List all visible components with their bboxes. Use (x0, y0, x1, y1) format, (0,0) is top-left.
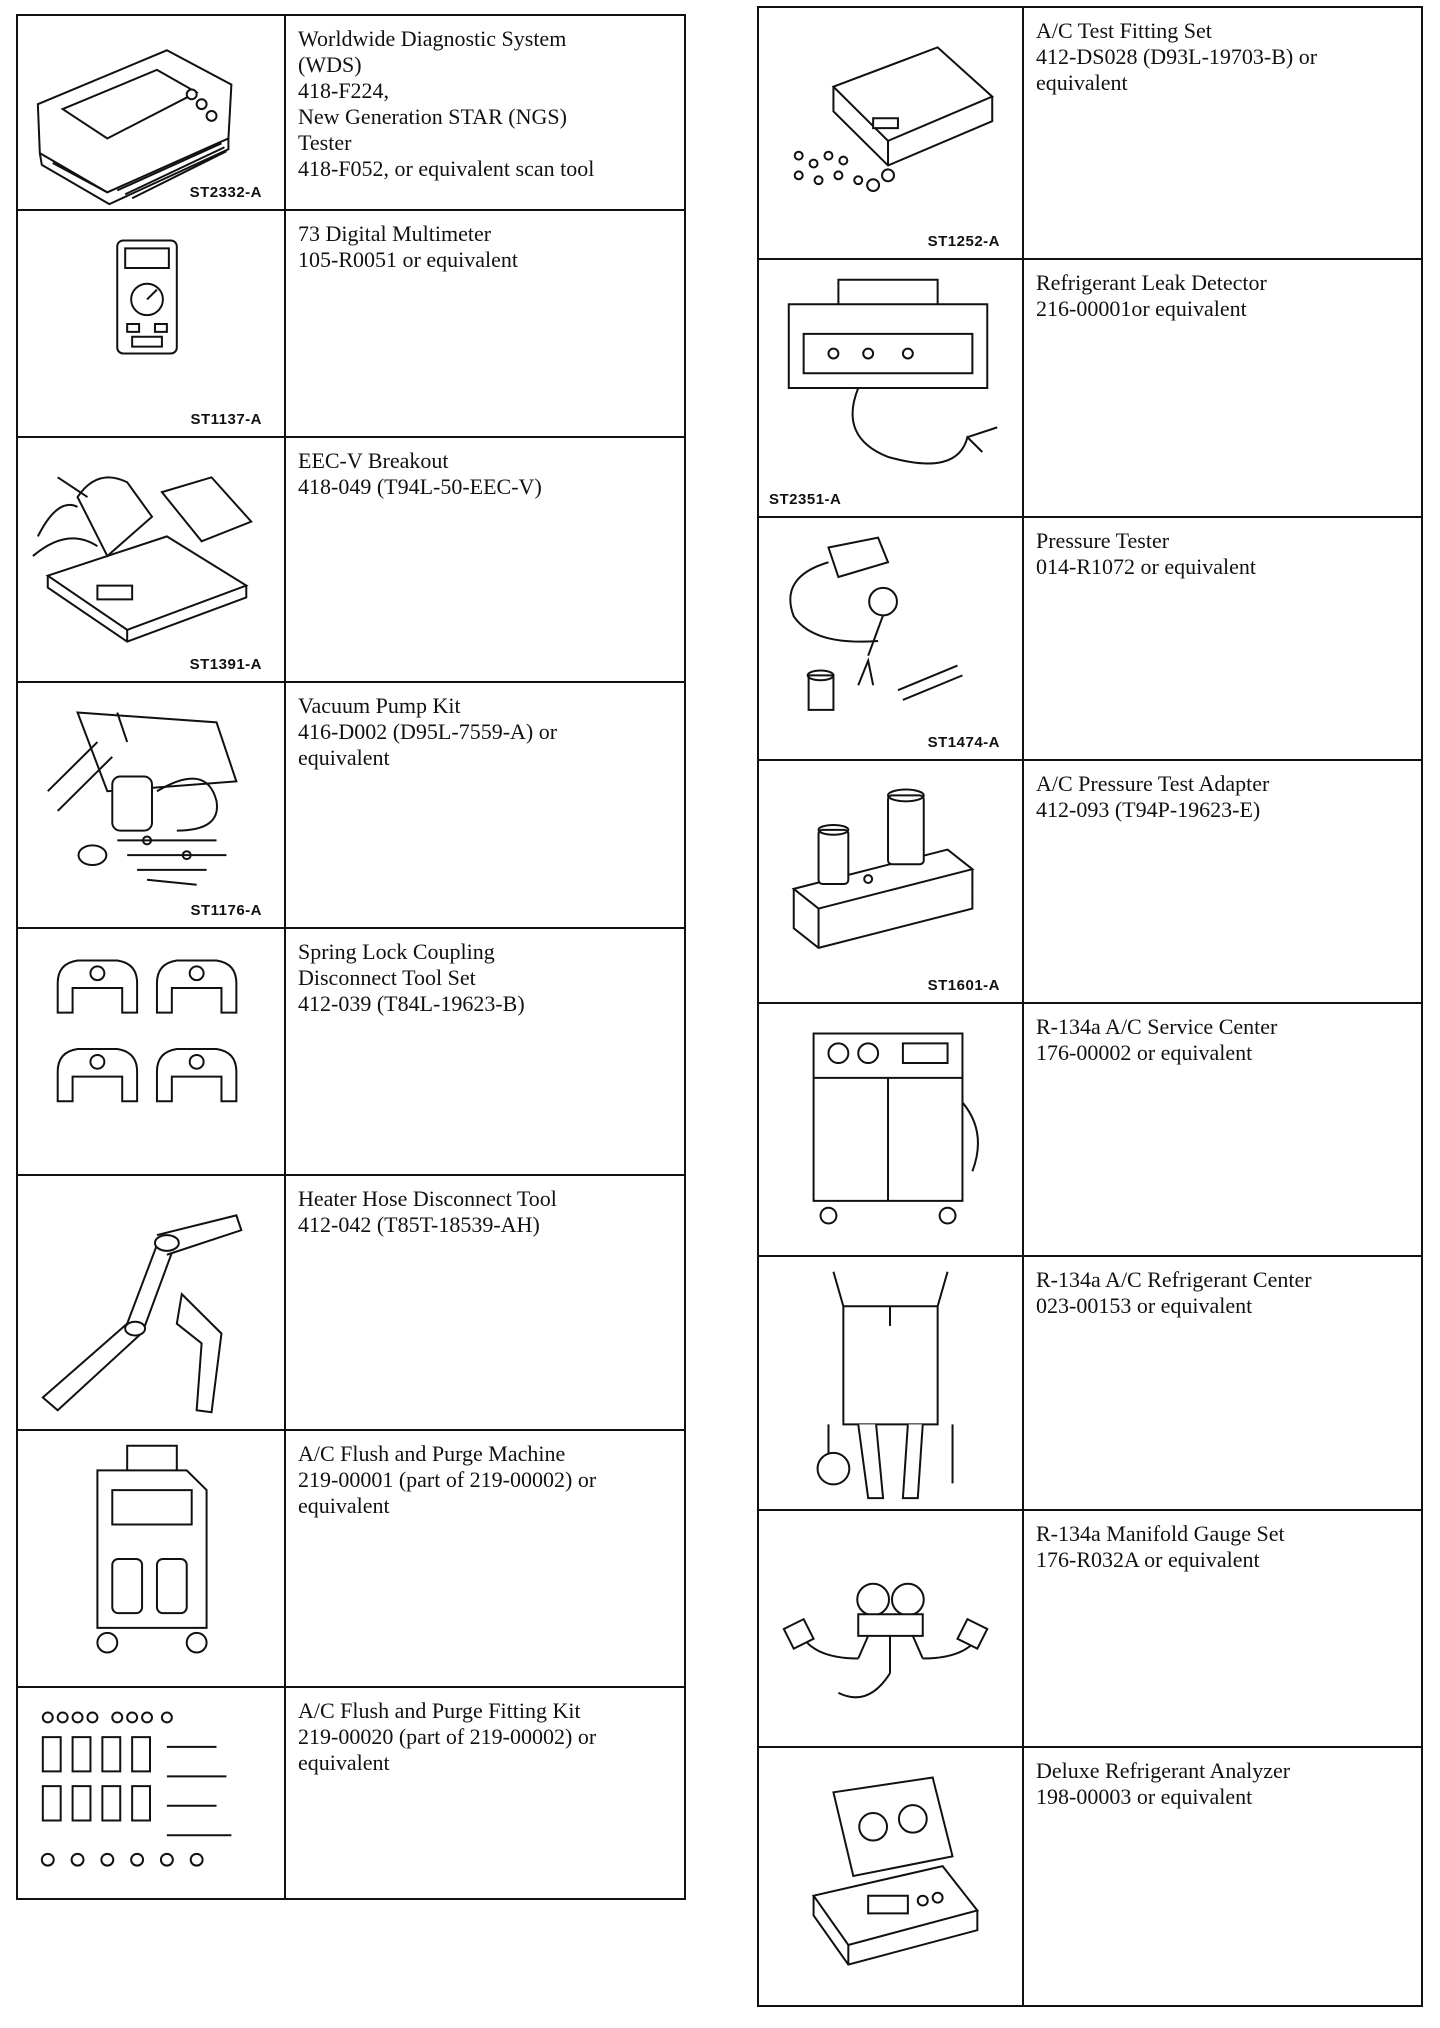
tool-description (1024, 1257, 1421, 1509)
test-adapter-icon (759, 761, 1022, 1002)
tool-part-number: 023-00153 or equivalent (1036, 1293, 1253, 1318)
tool-row-eec-v-breakout (16, 436, 686, 683)
refrigerant-center-icon (759, 1257, 1022, 1509)
tool-part-number: 412-DS028 (D93L-19703-B) or (1036, 44, 1318, 69)
tool-row-pressure-tester (757, 516, 1423, 761)
tool-illustration (759, 260, 1024, 516)
flush-machine-icon (18, 1431, 284, 1686)
tool-illustration (18, 16, 286, 209)
tool-row-leak-detector (757, 258, 1423, 518)
figure-code: ST1252-A (927, 233, 1000, 250)
tool-illustration (18, 683, 286, 927)
figure-code: ST1474-A (927, 734, 1000, 751)
breakout-box-icon (18, 438, 284, 681)
tool-name: Refrigerant Leak Detector (1036, 270, 1267, 295)
tool-part-number: 219-00020 (part of 219-00002) or (298, 1724, 597, 1749)
tool-detail: Tester (298, 130, 352, 155)
tool-name: Heater Hose Disconnect Tool (298, 1186, 557, 1211)
scan-tool-icon (18, 16, 284, 209)
figure-code: ST2332-A (189, 184, 262, 201)
tool-name: R-134a Manifold Gauge Set (1036, 1521, 1285, 1546)
tool-name: Worldwide Diagnostic System (298, 26, 567, 51)
tool-part-number: 216-00001or equivalent (1036, 296, 1247, 321)
tool-detail: (WDS) (298, 52, 362, 77)
tool-row-vacuum-pump (16, 681, 686, 929)
pressure-tester-icon (759, 518, 1022, 759)
figure-code: ST1176-A (190, 902, 262, 919)
tool-description (1024, 1511, 1421, 1746)
tool-illustration (759, 761, 1024, 1002)
tool-illustration (759, 1004, 1024, 1255)
tool-name: Deluxe Refrigerant Analyzer (1036, 1758, 1291, 1783)
tool-description (286, 1176, 684, 1429)
tool-name: Pressure Tester (1036, 528, 1170, 553)
tool-description (1024, 260, 1421, 516)
tool-name: 73 Digital Multimeter (298, 221, 492, 246)
spring-lock-tools-icon (18, 929, 284, 1174)
tool-part-number: 198-00003 or equivalent (1036, 1784, 1253, 1809)
tool-name: A/C Flush and Purge Machine (298, 1441, 566, 1466)
tool-detail: equivalent (298, 1750, 390, 1775)
tool-part-number: 412-042 (T85T-18539-AH) (298, 1212, 540, 1237)
tool-description (1024, 761, 1421, 1002)
tool-detail: New Generation STAR (NGS) (298, 104, 567, 129)
tool-name: A/C Test Fitting Set (1036, 18, 1212, 43)
tool-description (286, 1431, 684, 1686)
fitting-set-case-icon (759, 8, 1022, 258)
service-center-icon (759, 1004, 1022, 1255)
tool-row-flush-machine (16, 1429, 686, 1688)
tool-illustration (18, 438, 286, 681)
tool-description (286, 211, 684, 436)
tool-name: Vacuum Pump Kit (298, 693, 461, 718)
tool-part-number: 418-F224, (298, 78, 390, 103)
tool-row-refrigerant-center (757, 1255, 1423, 1511)
tool-description (286, 683, 684, 927)
hose-disconnect-tool-icon (18, 1176, 284, 1429)
tool-description (286, 16, 684, 209)
tool-row-test-adapter (757, 759, 1423, 1004)
tool-part-number: 176-R032A or equivalent (1036, 1547, 1260, 1572)
tool-description (1024, 8, 1421, 258)
tool-description (286, 1688, 684, 1898)
tool-illustration (18, 1688, 286, 1898)
tool-row-wds (16, 14, 686, 211)
tool-part-number: 412-039 (T84L-19623-B) (298, 991, 525, 1016)
tool-row-fitting-kit (16, 1686, 686, 1900)
tool-part-number: 014-R1072 or equivalent (1036, 554, 1256, 579)
tool-description (1024, 1004, 1421, 1255)
tool-detail: equivalent (298, 745, 390, 770)
tool-part-number: 105-R0051 or equivalent (298, 247, 518, 272)
tool-row-service-center (757, 1002, 1423, 1257)
tool-name: EEC-V Breakout (298, 448, 449, 473)
tool-row-multimeter (16, 209, 686, 438)
vacuum-pump-icon (18, 683, 284, 927)
tool-name: Spring Lock Coupling (298, 939, 495, 964)
tool-name: R-134a A/C Service Center (1036, 1014, 1278, 1039)
tool-part-number: 416-D002 (D95L-7559-A) or (298, 719, 558, 744)
tool-illustration (759, 518, 1024, 759)
figure-code: ST1601-A (927, 977, 1000, 994)
tool-illustration (759, 1511, 1024, 1746)
tool-illustration (759, 1748, 1024, 2005)
tool-illustration (18, 1431, 286, 1686)
tool-description (286, 929, 684, 1174)
multimeter-icon (18, 211, 284, 436)
figure-code: ST1391-A (189, 656, 262, 673)
tool-name: R-134a A/C Refrigerant Center (1036, 1267, 1312, 1292)
leak-detector-icon (759, 260, 1022, 516)
tool-name: A/C Pressure Test Adapter (1036, 771, 1270, 796)
tool-description (286, 438, 684, 681)
figure-code: ST2351-A (769, 491, 842, 508)
tool-description (1024, 1748, 1421, 2005)
right-tool-column (757, 6, 1423, 2007)
tool-illustration (18, 211, 286, 436)
tool-detail: Disconnect Tool Set (298, 965, 476, 990)
tool-row-manifold-gauge (757, 1509, 1423, 1748)
tool-row-heater-hose (16, 1174, 686, 1431)
fitting-kit-icon (18, 1688, 284, 1898)
tool-illustration (759, 1257, 1024, 1509)
tool-illustration (18, 1176, 286, 1429)
manifold-gauge-icon (759, 1511, 1022, 1746)
figure-code: ST1137-A (190, 411, 262, 428)
left-tool-column (16, 14, 686, 1900)
refrigerant-analyzer-icon (759, 1748, 1022, 2005)
tool-illustration (18, 929, 286, 1174)
tool-part-number: 418-F052, or equivalent scan tool (298, 156, 595, 181)
tool-row-refrigerant-analyzer (757, 1746, 1423, 2007)
tool-description (1024, 518, 1421, 759)
tool-row-test-fitting-set (757, 6, 1423, 260)
tool-part-number: 219-00001 (part of 219-00002) or (298, 1467, 597, 1492)
tool-part-number: 176-00002 or equivalent (1036, 1040, 1253, 1065)
tool-illustration (759, 8, 1024, 258)
tool-name: A/C Flush and Purge Fitting Kit (298, 1698, 581, 1723)
tool-part-number: 412-093 (T94P-19623-E) (1036, 797, 1261, 822)
tool-detail: equivalent (298, 1493, 390, 1518)
tool-row-spring-lock (16, 927, 686, 1176)
tool-part-number: 418-049 (T94L-50-EEC-V) (298, 474, 542, 499)
tool-detail: equivalent (1036, 70, 1128, 95)
